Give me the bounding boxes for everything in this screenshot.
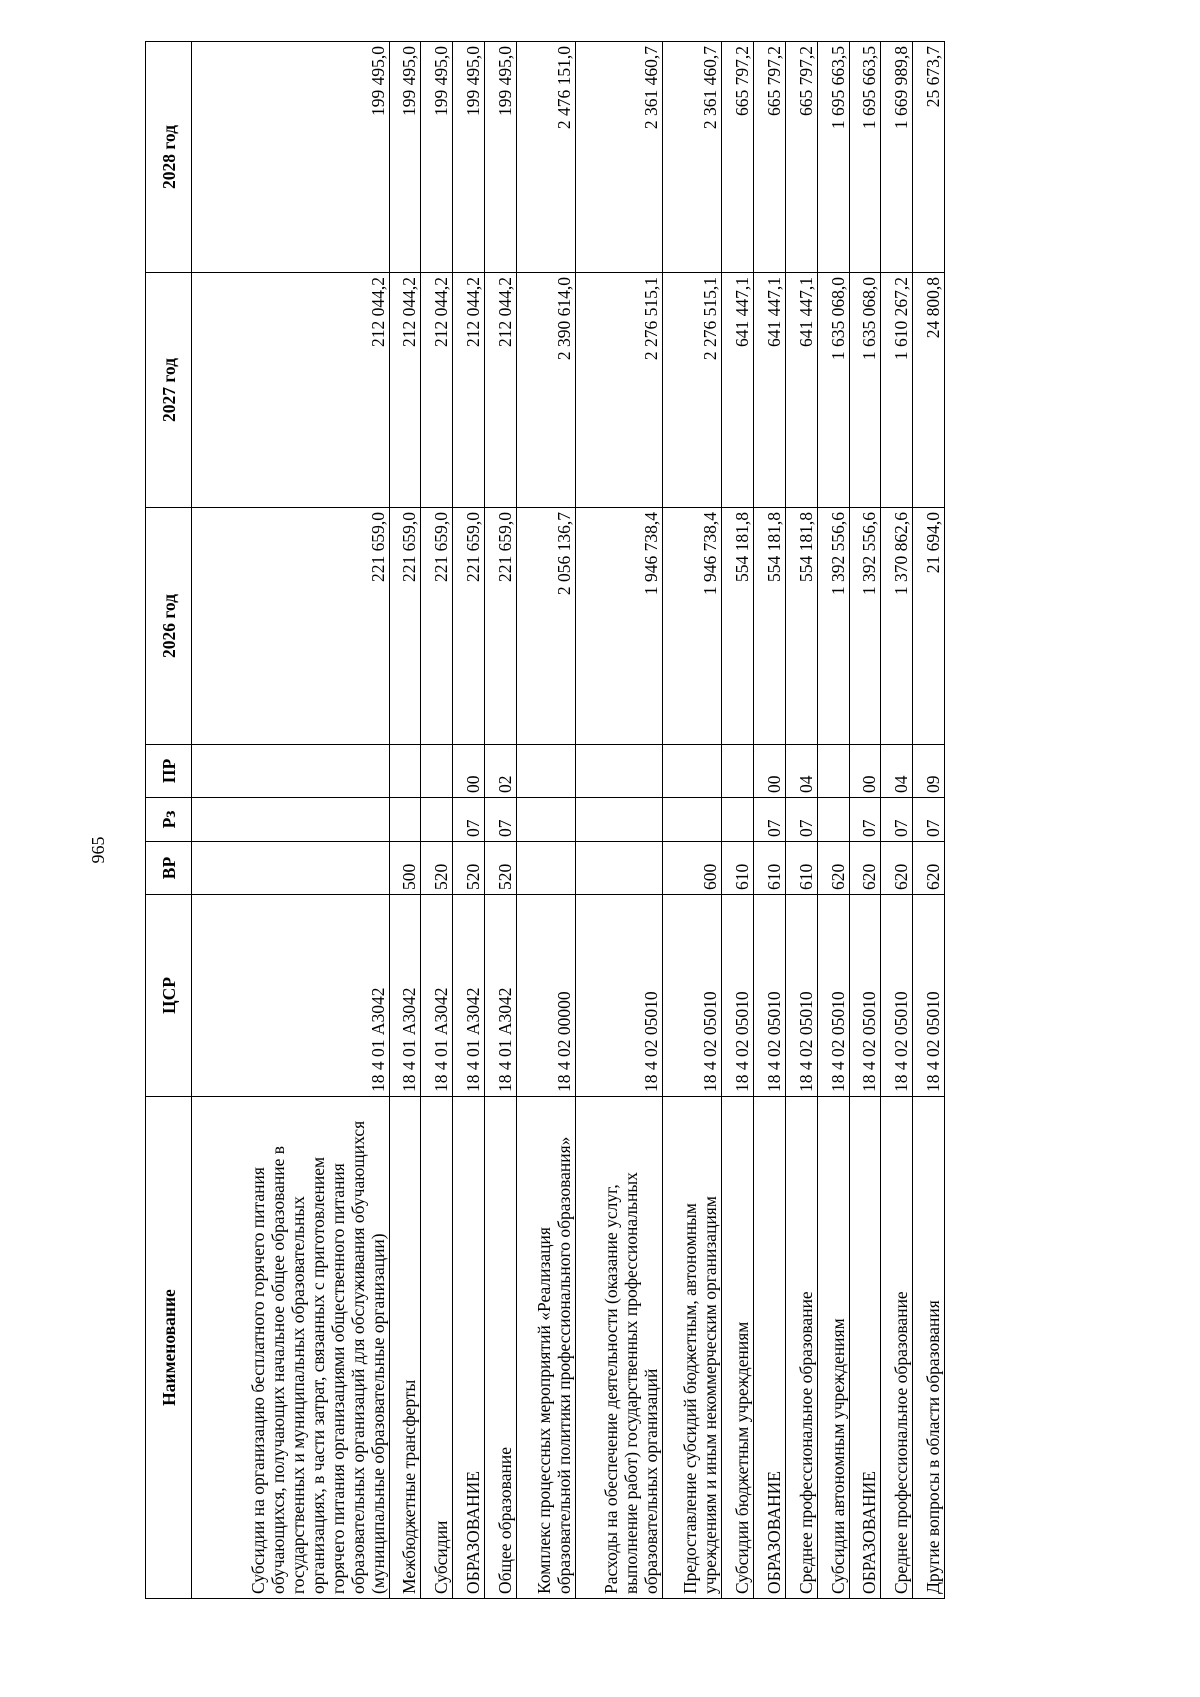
cell-2026: 554 181,8 <box>754 508 786 745</box>
cell-csr: 18 4 01 А3042 <box>421 895 453 1097</box>
cell-pr <box>421 745 453 798</box>
cell-2027: 212 044,2 <box>389 273 421 508</box>
cell-name: Среднее профессиональное образование <box>881 1097 913 1599</box>
cell-2028: 199 495,0 <box>421 42 453 273</box>
budget-table <box>145 41 945 1599</box>
cell-name: Субсидии <box>421 1097 453 1599</box>
cell-rz: 07 <box>754 798 786 842</box>
cell-vr <box>576 842 663 895</box>
cell-name: Субсидии автономным учреждениям <box>817 1097 849 1599</box>
cell-name: Общее образование <box>484 1097 516 1599</box>
cell-pr: 02 <box>484 745 516 798</box>
cell-2028: 199 495,0 <box>389 42 421 273</box>
cell-vr: 500 <box>389 842 421 895</box>
rotated-table-container <box>145 42 945 1599</box>
cell-vr: 610 <box>754 842 786 895</box>
cell-rz <box>192 798 390 842</box>
cell-2028: 25 673,7 <box>913 42 945 273</box>
cell-name: ОБРАЗОВАНИЕ <box>453 1097 485 1599</box>
cell-pr: 00 <box>453 745 485 798</box>
cell-csr: 18 4 02 05010 <box>754 895 786 1097</box>
cell-csr: 18 4 02 05010 <box>722 895 754 1097</box>
cell-2026: 221 659,0 <box>421 508 453 745</box>
header-pr: ПР <box>146 745 192 798</box>
cell-pr <box>516 745 575 798</box>
cell-csr: 18 4 02 05010 <box>786 895 818 1097</box>
header-rz: Рз <box>146 798 192 842</box>
cell-2027: 641 447,1 <box>754 273 786 508</box>
cell-2026: 1 946 738,4 <box>576 508 663 745</box>
table-row <box>453 42 485 1599</box>
cell-name: Субсидии бюджетным учреждениям <box>722 1097 754 1599</box>
cell-csr: 18 4 02 00000 <box>516 895 575 1097</box>
cell-rz <box>576 798 663 842</box>
header-row <box>146 42 192 1599</box>
cell-2028: 199 495,0 <box>484 42 516 273</box>
cell-name: Межбюджетные трансферты <box>389 1097 421 1599</box>
cell-vr: 610 <box>722 842 754 895</box>
table-row <box>421 42 453 1599</box>
cell-csr: 18 4 01 А3042 <box>192 895 390 1097</box>
cell-name: Комплекс процессных мероприятий «Реализация образовательной политики профессионального образования» <box>516 1097 575 1599</box>
cell-rz <box>516 798 575 842</box>
cell-rz: 07 <box>484 798 516 842</box>
cell-2027: 212 044,2 <box>453 273 485 508</box>
cell-2027: 1 610 267,2 <box>881 273 913 508</box>
cell-name: Субсидии на организацию бесплатного горячего питания обучающихся, получающих начальное общее образование в государственных и муниципальных образовательных организациях, в части затрат, связанных с приготовлением горячего питания организациями общественного питания образовательных организаций для обслуживания обучающихся (муниципальные образовательные организации) <box>192 1097 390 1599</box>
cell-pr: 00 <box>849 745 881 798</box>
cell-vr: 620 <box>881 842 913 895</box>
cell-2026: 221 659,0 <box>453 508 485 745</box>
cell-2026: 554 181,8 <box>722 508 754 745</box>
cell-name: Другие вопросы в области образования <box>913 1097 945 1599</box>
cell-2028: 665 797,2 <box>754 42 786 273</box>
cell-2026: 221 659,0 <box>484 508 516 745</box>
cell-rz <box>722 798 754 842</box>
cell-pr <box>722 745 754 798</box>
cell-name: ОБРАЗОВАНИЕ <box>754 1097 786 1599</box>
table-row <box>663 42 722 1599</box>
cell-2026: 1 370 862,6 <box>881 508 913 745</box>
cell-pr: 09 <box>913 745 945 798</box>
cell-2028: 199 495,0 <box>192 42 390 273</box>
cell-vr: 520 <box>453 842 485 895</box>
table-row <box>192 42 390 1599</box>
cell-2027: 1 635 068,0 <box>817 273 849 508</box>
cell-csr: 18 4 02 05010 <box>881 895 913 1097</box>
header-csr: ЦСР <box>146 895 192 1097</box>
cell-name: Среднее профессиональное образование <box>786 1097 818 1599</box>
cell-2027: 212 044,2 <box>192 273 390 508</box>
cell-rz: 07 <box>453 798 485 842</box>
cell-pr <box>389 745 421 798</box>
cell-name: Предоставление субсидий бюджетным, автономным учреждениям и иным некоммерческим организациям <box>663 1097 722 1599</box>
cell-2026: 221 659,0 <box>389 508 421 745</box>
cell-pr <box>817 745 849 798</box>
cell-2026: 1 946 738,4 <box>663 508 722 745</box>
table-row <box>576 42 663 1599</box>
cell-2027: 641 447,1 <box>786 273 818 508</box>
table-row <box>817 42 849 1599</box>
cell-rz <box>421 798 453 842</box>
cell-vr <box>192 842 390 895</box>
cell-2026: 221 659,0 <box>192 508 390 745</box>
cell-2028: 665 797,2 <box>786 42 818 273</box>
cell-rz: 07 <box>913 798 945 842</box>
cell-name: ОБРАЗОВАНИЕ <box>849 1097 881 1599</box>
header-2027: 2027 год <box>146 273 192 508</box>
cell-2027: 2 390 614,0 <box>516 273 575 508</box>
cell-2026: 2 056 136,7 <box>516 508 575 745</box>
cell-2028: 2 361 460,7 <box>663 42 722 273</box>
header-2026: 2026 год <box>146 508 192 745</box>
header-name: Наименование <box>146 1097 192 1599</box>
cell-name: Расходы на обеспечение деятельности (оказание услуг, выполнение работ) государственных профессиональных образовательных организаций <box>576 1097 663 1599</box>
table-row <box>722 42 754 1599</box>
table-row <box>389 42 421 1599</box>
cell-2028: 1 695 663,5 <box>817 42 849 273</box>
cell-rz: 07 <box>881 798 913 842</box>
table-row <box>786 42 818 1599</box>
cell-2026: 554 181,8 <box>786 508 818 745</box>
cell-vr: 600 <box>663 842 722 895</box>
cell-rz <box>817 798 849 842</box>
header-vr: ВР <box>146 842 192 895</box>
cell-rz <box>389 798 421 842</box>
cell-vr: 620 <box>913 842 945 895</box>
table-row <box>484 42 516 1599</box>
cell-2028: 665 797,2 <box>722 42 754 273</box>
table-row <box>913 42 945 1599</box>
cell-csr: 18 4 02 05010 <box>817 895 849 1097</box>
cell-pr <box>192 745 390 798</box>
cell-2026: 1 392 556,6 <box>817 508 849 745</box>
cell-vr: 520 <box>421 842 453 895</box>
cell-csr: 18 4 02 05010 <box>663 895 722 1097</box>
cell-csr: 18 4 02 05010 <box>913 895 945 1097</box>
header-2028: 2028 год <box>146 42 192 273</box>
rotated-table-wrapper <box>145 42 945 1599</box>
cell-2028: 2 361 460,7 <box>576 42 663 273</box>
cell-2028: 1 695 663,5 <box>849 42 881 273</box>
table-row <box>754 42 786 1599</box>
cell-2027: 2 276 515,1 <box>663 273 722 508</box>
cell-rz: 07 <box>786 798 818 842</box>
cell-vr: 620 <box>849 842 881 895</box>
cell-2027: 2 276 515,1 <box>576 273 663 508</box>
table-body <box>192 42 945 1599</box>
cell-pr: 00 <box>754 745 786 798</box>
cell-vr: 620 <box>817 842 849 895</box>
cell-vr: 520 <box>484 842 516 895</box>
cell-2026: 21 694,0 <box>913 508 945 745</box>
cell-csr: 18 4 01 А3042 <box>389 895 421 1097</box>
cell-csr: 18 4 01 А3042 <box>484 895 516 1097</box>
cell-2028: 199 495,0 <box>453 42 485 273</box>
cell-2026: 1 392 556,6 <box>849 508 881 745</box>
cell-pr <box>576 745 663 798</box>
cell-pr: 04 <box>786 745 818 798</box>
cell-2027: 641 447,1 <box>722 273 754 508</box>
cell-rz: 07 <box>849 798 881 842</box>
cell-csr: 18 4 01 А3042 <box>453 895 485 1097</box>
cell-pr <box>663 745 722 798</box>
table-row <box>849 42 881 1599</box>
table-row <box>881 42 913 1599</box>
cell-2027: 212 044,2 <box>421 273 453 508</box>
cell-rz <box>663 798 722 842</box>
cell-2027: 24 800,8 <box>913 273 945 508</box>
cell-2028: 2 476 151,0 <box>516 42 575 273</box>
cell-2028: 1 669 989,8 <box>881 42 913 273</box>
cell-csr: 18 4 02 05010 <box>576 895 663 1097</box>
cell-pr: 04 <box>881 745 913 798</box>
cell-csr: 18 4 02 05010 <box>849 895 881 1097</box>
page-number: 965 <box>88 836 108 864</box>
table-row <box>516 42 575 1599</box>
cell-2027: 212 044,2 <box>484 273 516 508</box>
cell-vr: 610 <box>786 842 818 895</box>
cell-vr <box>516 842 575 895</box>
cell-2027: 1 635 068,0 <box>849 273 881 508</box>
